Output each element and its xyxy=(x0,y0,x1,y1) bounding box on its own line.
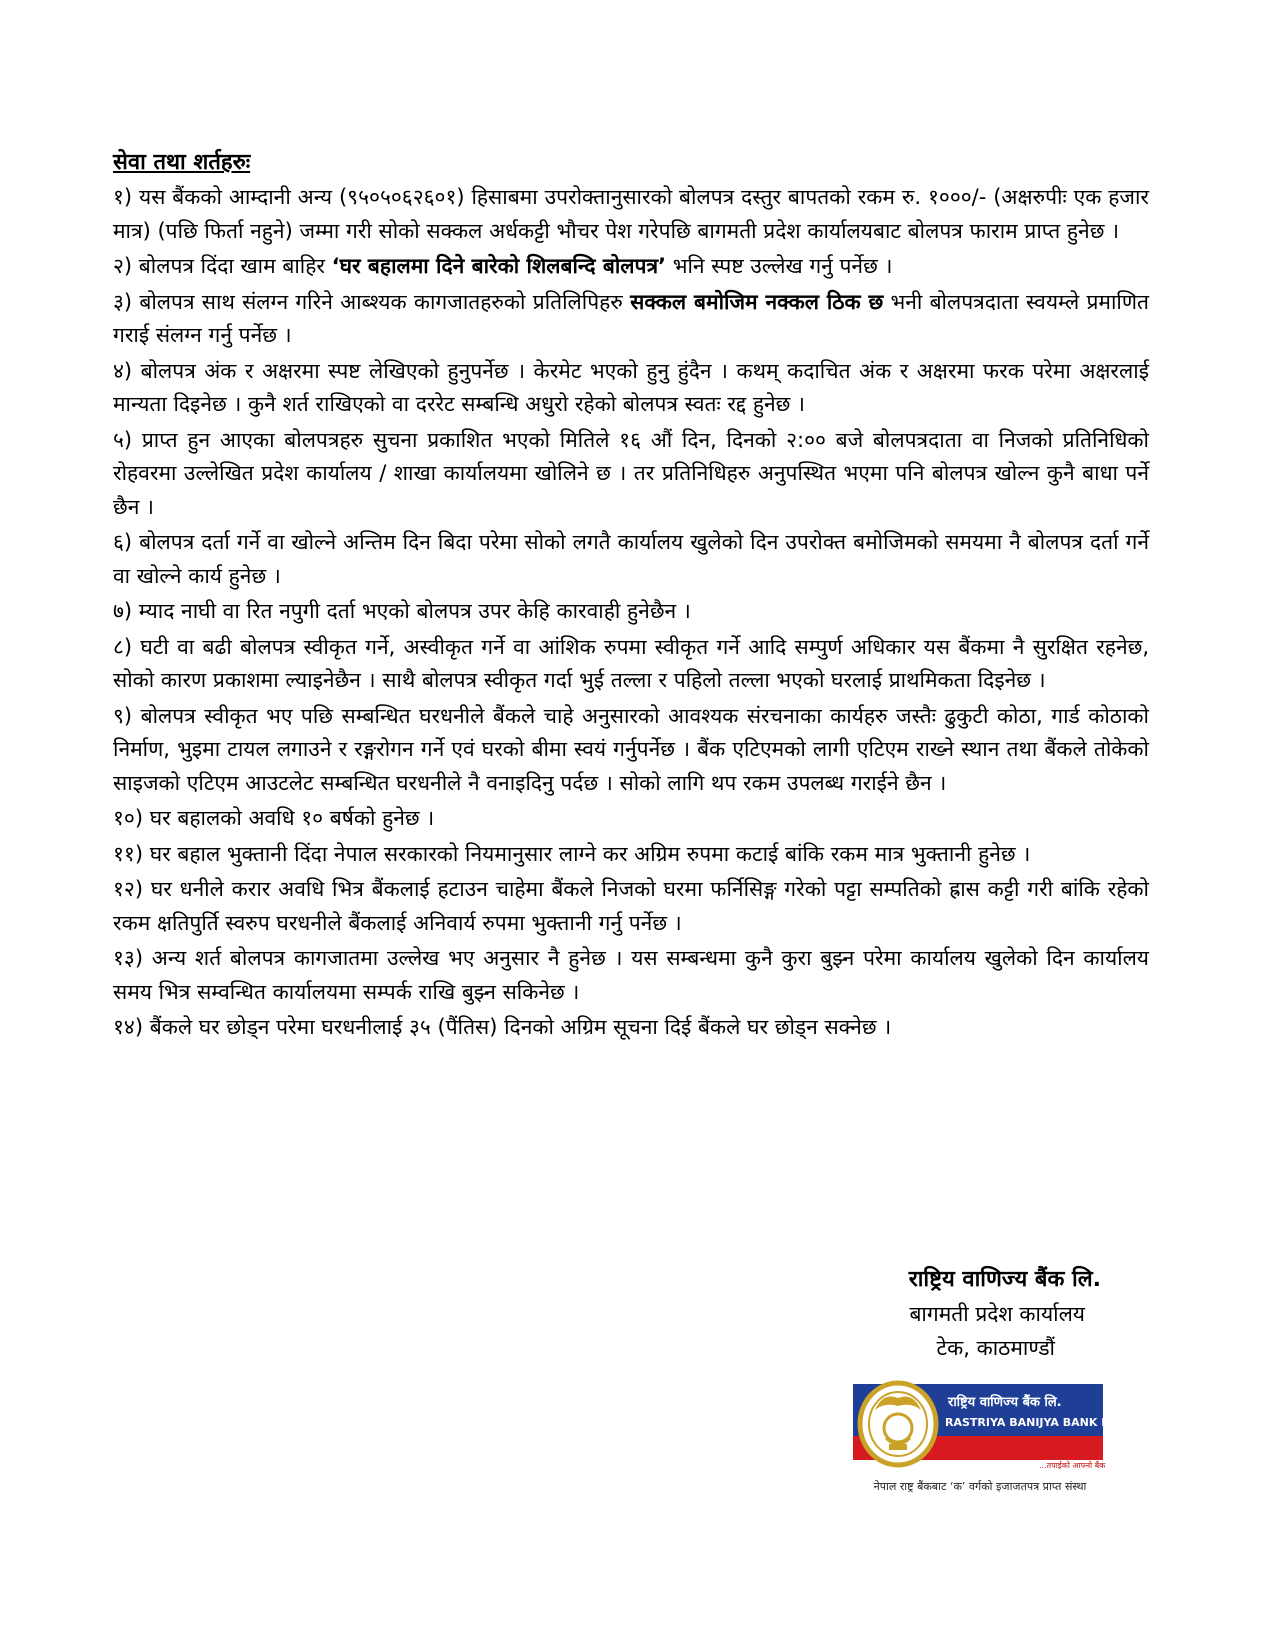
signature-place: टेक, काठमाण्डौं xyxy=(936,1336,1055,1360)
terms-section xyxy=(113,146,1149,1047)
logo-tagline: ...तपाईको आफ्नो बैंक xyxy=(1039,1461,1106,1470)
logo-name-en: RASTRIYA BANIJYA BANK LTD. xyxy=(945,1416,1128,1429)
terms-heading: सेवा तथा शर्तहरुः xyxy=(113,150,251,175)
clause-8: ८) घटी वा बढी बोलपत्र स्वीकृत गर्ने, अस्वीकृत गर्ने वा आंशिक रुपमा स्वीकृत गर्ने आदि सम्पुर्ण अधिकार यस बैंकमा नै सुरक्षित रहनेछ, सोको कारण प्रकाशमा ल्याइनेछैन । साथै बोलपत्र स्वीकृत गर्दा भुई तल्ला र पहिलो तल्ला भएको घरलाई प्राथमिकता दिइनेछ । xyxy=(113,634,1149,692)
clause-7: ७) म्याद नाघी वा रित नपुगी दर्ता भएको बोलपत्र उपर केहि कारवाही हुनेछैन । xyxy=(113,599,691,623)
logo-name-np: राष्ट्रिय वाणिज्य बैंक लि. xyxy=(948,1395,1062,1410)
clause-1: १) यस बैंकको आम्दानी अन्य (९५०५०६२६०१) हिसाबमा उपरोक्तानुसारको बोलपत्र दस्तुर बापतको रकम रु. १०००/- (अक्षरुपीः एक हजार मात्र) (पछि फिर्ता नहुने) जम्मा गरी सोको सक्कल अर्धकट्टी भौचर पेश गरेपछि बागमती प्रदेश कार्यालयबाट बोलपत्र फाराम प्राप्त हुनेछ । xyxy=(113,185,1149,243)
clause-3: ३) बोलपत्र साथ संलग्न गरिने आब्श्यक कागजातहरुको प्रतिलिपिहरु सक्कल बमोजिम नक्कल ठिक छ भनी बोलपत्रदाता स्वयम्ले प्रमाणित गराई संलग्न गर्नु पर्नेछ । xyxy=(113,289,1149,347)
clause-2: २) बोलपत्र दिंदा खाम बाहिर ‘घर बहालमा दिने बारेको शिलबन्दि बोलपत्र’ भनि स्पष्ट उल्लेख गर्नु पर्नेछ । xyxy=(113,254,893,278)
clause-5: ५) प्राप्त हुन आएका बोलपत्रहरु सुचना प्रकाशित भएको मितिले १६ औं दिन, दिनको २:०० बजे बोलपत्रदाता वा निजको प्रतिनिधिको रोहवरमा उल्लेखित प्रदेश कार्यालय / शाखा कार्यालयमा खोलिने छ । तर प्रतिनिधिहरु अनुपस्थित भएमा पनि बोलपत्र खोल्न कुनै बाधा पर्ने छैन । xyxy=(113,427,1149,519)
bank-logo xyxy=(853,1380,1128,1470)
clause-13: १३) अन्य शर्त बोलपत्र कागजातमा उल्लेख भए अनुसार नै हुनेछ । यस सम्बन्धमा कुनै कुरा बुझ्न परेमा कार्यालय खुलेको दिन कार्यालय समय भित्र सम्वन्धित कार्यालयमा सम्पर्क राखि बुझ्न सकिनेछ । xyxy=(113,946,1149,1004)
signature-block xyxy=(909,1263,1101,1365)
clause-3-bold: सक्कल बमोजिम नक्कल ठिक छ xyxy=(630,289,884,314)
clause-11: ११) घर बहाल भुक्तानी दिंदा नेपाल सरकारको नियमानुसार लाग्ने कर अग्रिम रुपमा कटाई बांकि रकम मात्र भुक्तानी हुनेछ । xyxy=(113,841,1031,866)
clause-9: ९) बोलपत्र स्वीकृत भए पछि सम्बन्धित घरधनीले बैंकले चाहे अनुसारको आवश्यक संरचनाका कार्यहरु जस्तैः ढुकुटी कोठा, गार्ड कोठाको निर्माण, भुइमा टायल लगाउने र रङ्गरोगन गर्ने एवं घरको बीमा स्वयं गर्नुपर्नेछ । बैंक एटिएमको लागी एटिएम राख्ने स्थान तथा बैंकले तोकेको साइजको एटिएम आउटलेट सम्बन्धित घरधनीले नै वनाइदिनु पर्दछ । सोको लागि थप रकम उपलब्ध गराईने छैन । xyxy=(113,703,1149,795)
clause-4: ४) बोलपत्र अंक र अक्षरमा स्पष्ट लेखिएको हुनुपर्नेछ । केरमेट भएको हुनु हुंदैन । कथम् कदाचित अंक र अक्षरमा फरक परेमा अक्षरलाई मान्यता दिइनेछ । कुनै शर्त राखिएको वा दररेट सम्बन्धि अधुरो रहेको बोलपत्र स्वतः रद्द हुनेछ । xyxy=(113,358,1149,416)
clause-12: १२) घर धनीले करार अवधि भित्र बैंकलाई हटाउन चाहेमा बैंकले निजको घरमा फर्निसिङ्ग गरेको पट्टा सम्पतिको ह्रास कट्टी गरी बांकि रहेको रकम क्षतिपुर्ति स्वरुप घरधनीले बैंकलाई अनिवार्य रुपमा भुक्तानी गर्नु पर्नेछ । xyxy=(113,877,1149,935)
clause-2-bold: ‘घर बहालमा दिने बारेको शिलबन्दि बोलपत्र’ xyxy=(331,254,667,278)
clause-6: ६) बोलपत्र दर्ता गर्ने वा खोल्ने अन्तिम दिन बिदा परेमा सोको लगतै कार्यालय खुलेको दिन उपरोक्त बमोजिमको समयमा नै बोलपत्र दर्ता गर्ने वा खोल्ने कार्य हुनेछ । xyxy=(113,530,1149,588)
clause-14: १४) बैंकले घर छोड्न परेमा घरधनीलाई ३५ (पैंतिस) दिनको अग्रिम सूचना दिई बैंकले घर छोड्न सक्नेछ । xyxy=(113,1015,892,1039)
signature-bank-name: राष्ट्रिय वाणिज्य बैंक लि. xyxy=(908,1267,1101,1292)
clause-10: १०) घर बहालको अवधि १० बर्षको हुनेछ । xyxy=(113,806,435,830)
signature-office: बागमती प्रदेश कार्यालय xyxy=(909,1302,1085,1326)
logo-caption: नेपाल राष्ट्र बैंकबाट ‘क’ वर्गको इजाजतपत्र प्राप्त संस्था xyxy=(873,1480,1087,1493)
logo-emblem-icon xyxy=(860,1383,936,1465)
